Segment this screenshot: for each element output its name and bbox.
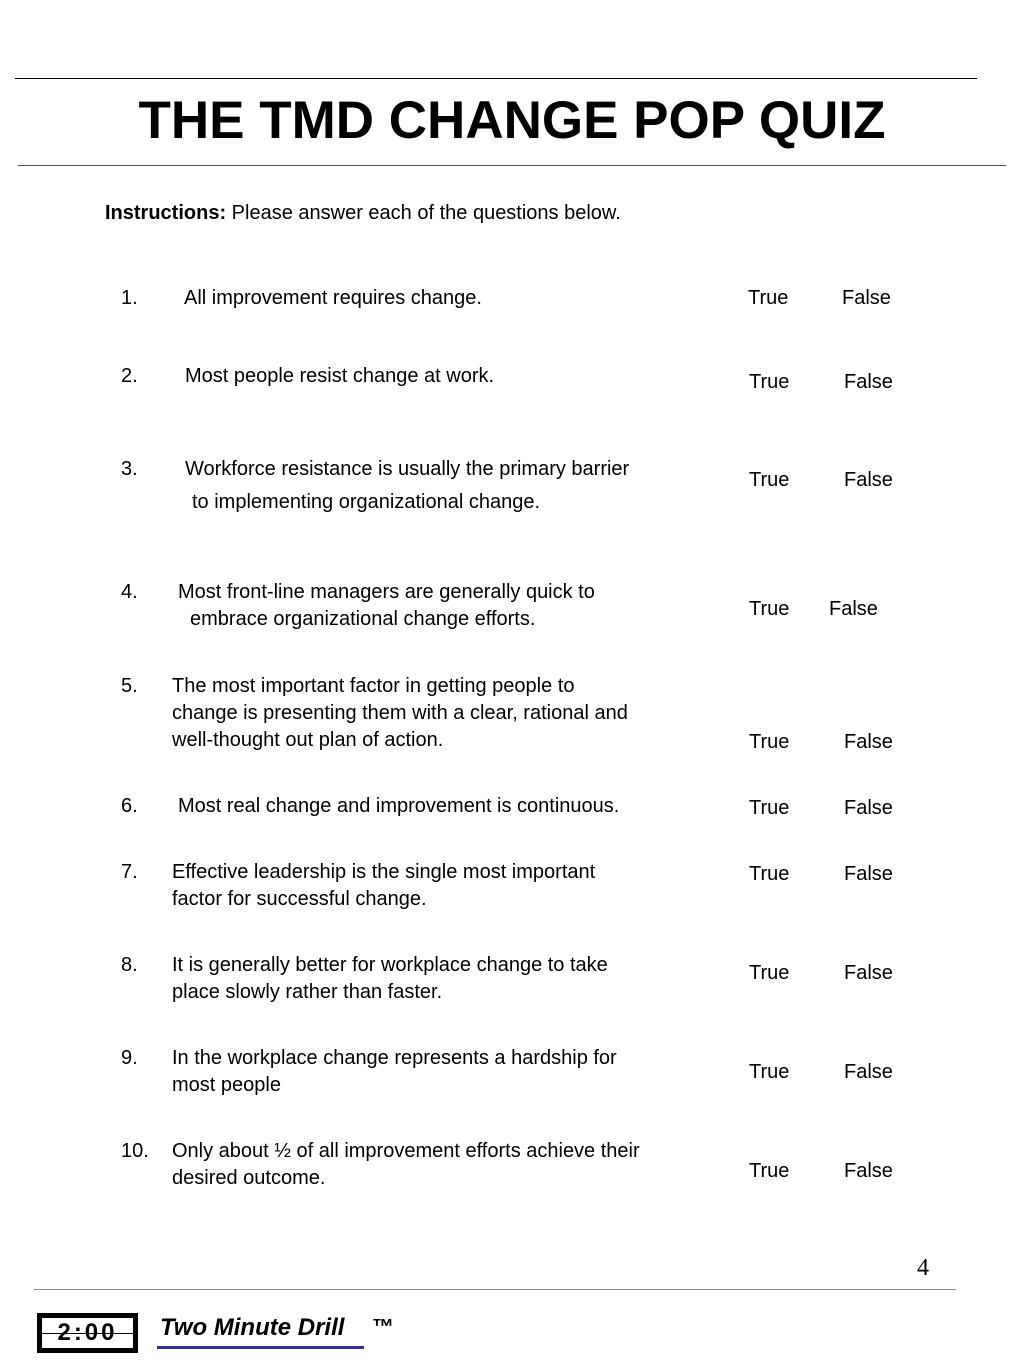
- top-rule: [15, 78, 977, 79]
- question-number: 6.: [121, 795, 138, 817]
- answer-true[interactable]: True: [749, 797, 790, 819]
- question-text-line: Most front-line managers are generally quick to: [178, 581, 595, 603]
- question-number: 2.: [121, 365, 138, 387]
- answer-true[interactable]: True: [749, 469, 790, 491]
- instructions: [105, 202, 621, 225]
- question-text-line: Most people resist change at work.: [185, 365, 495, 387]
- question-text-line: well-thought out plan of action.: [172, 729, 444, 751]
- page-title: THE TMD CHANGE POP QUIZ: [138, 91, 886, 150]
- answer-true[interactable]: True: [749, 1061, 790, 1083]
- answer-false[interactable]: False: [844, 371, 893, 393]
- answer-false[interactable]: False: [844, 1061, 893, 1083]
- timer-value: 2:00: [42, 1318, 133, 1348]
- brand-name: Two Minute Drill: [160, 1314, 345, 1341]
- question-number: 8.: [121, 954, 138, 976]
- question-text-line: to implementing organizational change.: [192, 491, 540, 513]
- trademark-symbol: ™: [372, 1314, 394, 1339]
- answer-false[interactable]: False: [842, 287, 891, 309]
- answer-false[interactable]: False: [844, 962, 893, 984]
- page-number: 4: [917, 1255, 929, 1281]
- brand-underline: [157, 1346, 364, 1349]
- question-text-line: change is presenting them with a clear, rational and: [172, 702, 628, 724]
- answer-false[interactable]: False: [844, 469, 893, 491]
- title-rule: [18, 165, 1006, 166]
- question-text-line: Workforce resistance is usually the primary barrier: [185, 458, 630, 480]
- question-number: 4.: [121, 581, 138, 603]
- timer-logo: [37, 1313, 138, 1353]
- question-number: 9.: [121, 1047, 138, 1069]
- question-text-line: The most important factor in getting people to: [172, 675, 575, 697]
- question-number: 1.: [121, 287, 138, 309]
- timer-divider: [42, 1333, 133, 1334]
- answer-true[interactable]: True: [749, 1160, 790, 1182]
- question-number: 3.: [121, 458, 138, 480]
- instructions-text: Please answer each of the questions below.: [226, 202, 621, 224]
- question-text-line: It is generally better for workplace change to take: [172, 954, 608, 976]
- question-text-line: Only about ½ of all improvement efforts achieve their: [172, 1140, 640, 1162]
- question-text-line: Effective leadership is the single most important: [172, 861, 596, 883]
- question-text-line: In the workplace change represents a hardship for: [172, 1047, 617, 1069]
- question-number: 7.: [121, 861, 138, 883]
- answer-false[interactable]: False: [844, 1160, 893, 1182]
- instructions-label: Instructions:: [105, 202, 227, 224]
- question-number: 5.: [121, 675, 138, 697]
- question-text-line: All improvement requires change.: [184, 287, 482, 309]
- answer-false[interactable]: False: [844, 797, 893, 819]
- question-text-line: desired outcome.: [172, 1167, 326, 1189]
- answer-true[interactable]: True: [749, 371, 790, 393]
- answer-true[interactable]: True: [748, 287, 789, 309]
- answer-true[interactable]: True: [749, 962, 790, 984]
- question-text-line: Most real change and improvement is continuous.: [178, 795, 620, 817]
- answer-true[interactable]: True: [749, 863, 790, 885]
- question-text-line: place slowly rather than faster.: [172, 981, 443, 1003]
- question-text-line: factor for successful change.: [172, 888, 427, 910]
- question-number: 10.: [121, 1140, 149, 1162]
- answer-false[interactable]: False: [844, 731, 893, 753]
- answer-true[interactable]: True: [749, 598, 790, 620]
- answer-false[interactable]: False: [844, 863, 893, 885]
- footer-rule: [34, 1289, 956, 1290]
- question-text-line: embrace organizational change efforts.: [190, 608, 536, 630]
- answer-true[interactable]: True: [749, 731, 790, 753]
- question-text-line: most people: [172, 1074, 281, 1096]
- answer-false[interactable]: False: [829, 598, 878, 620]
